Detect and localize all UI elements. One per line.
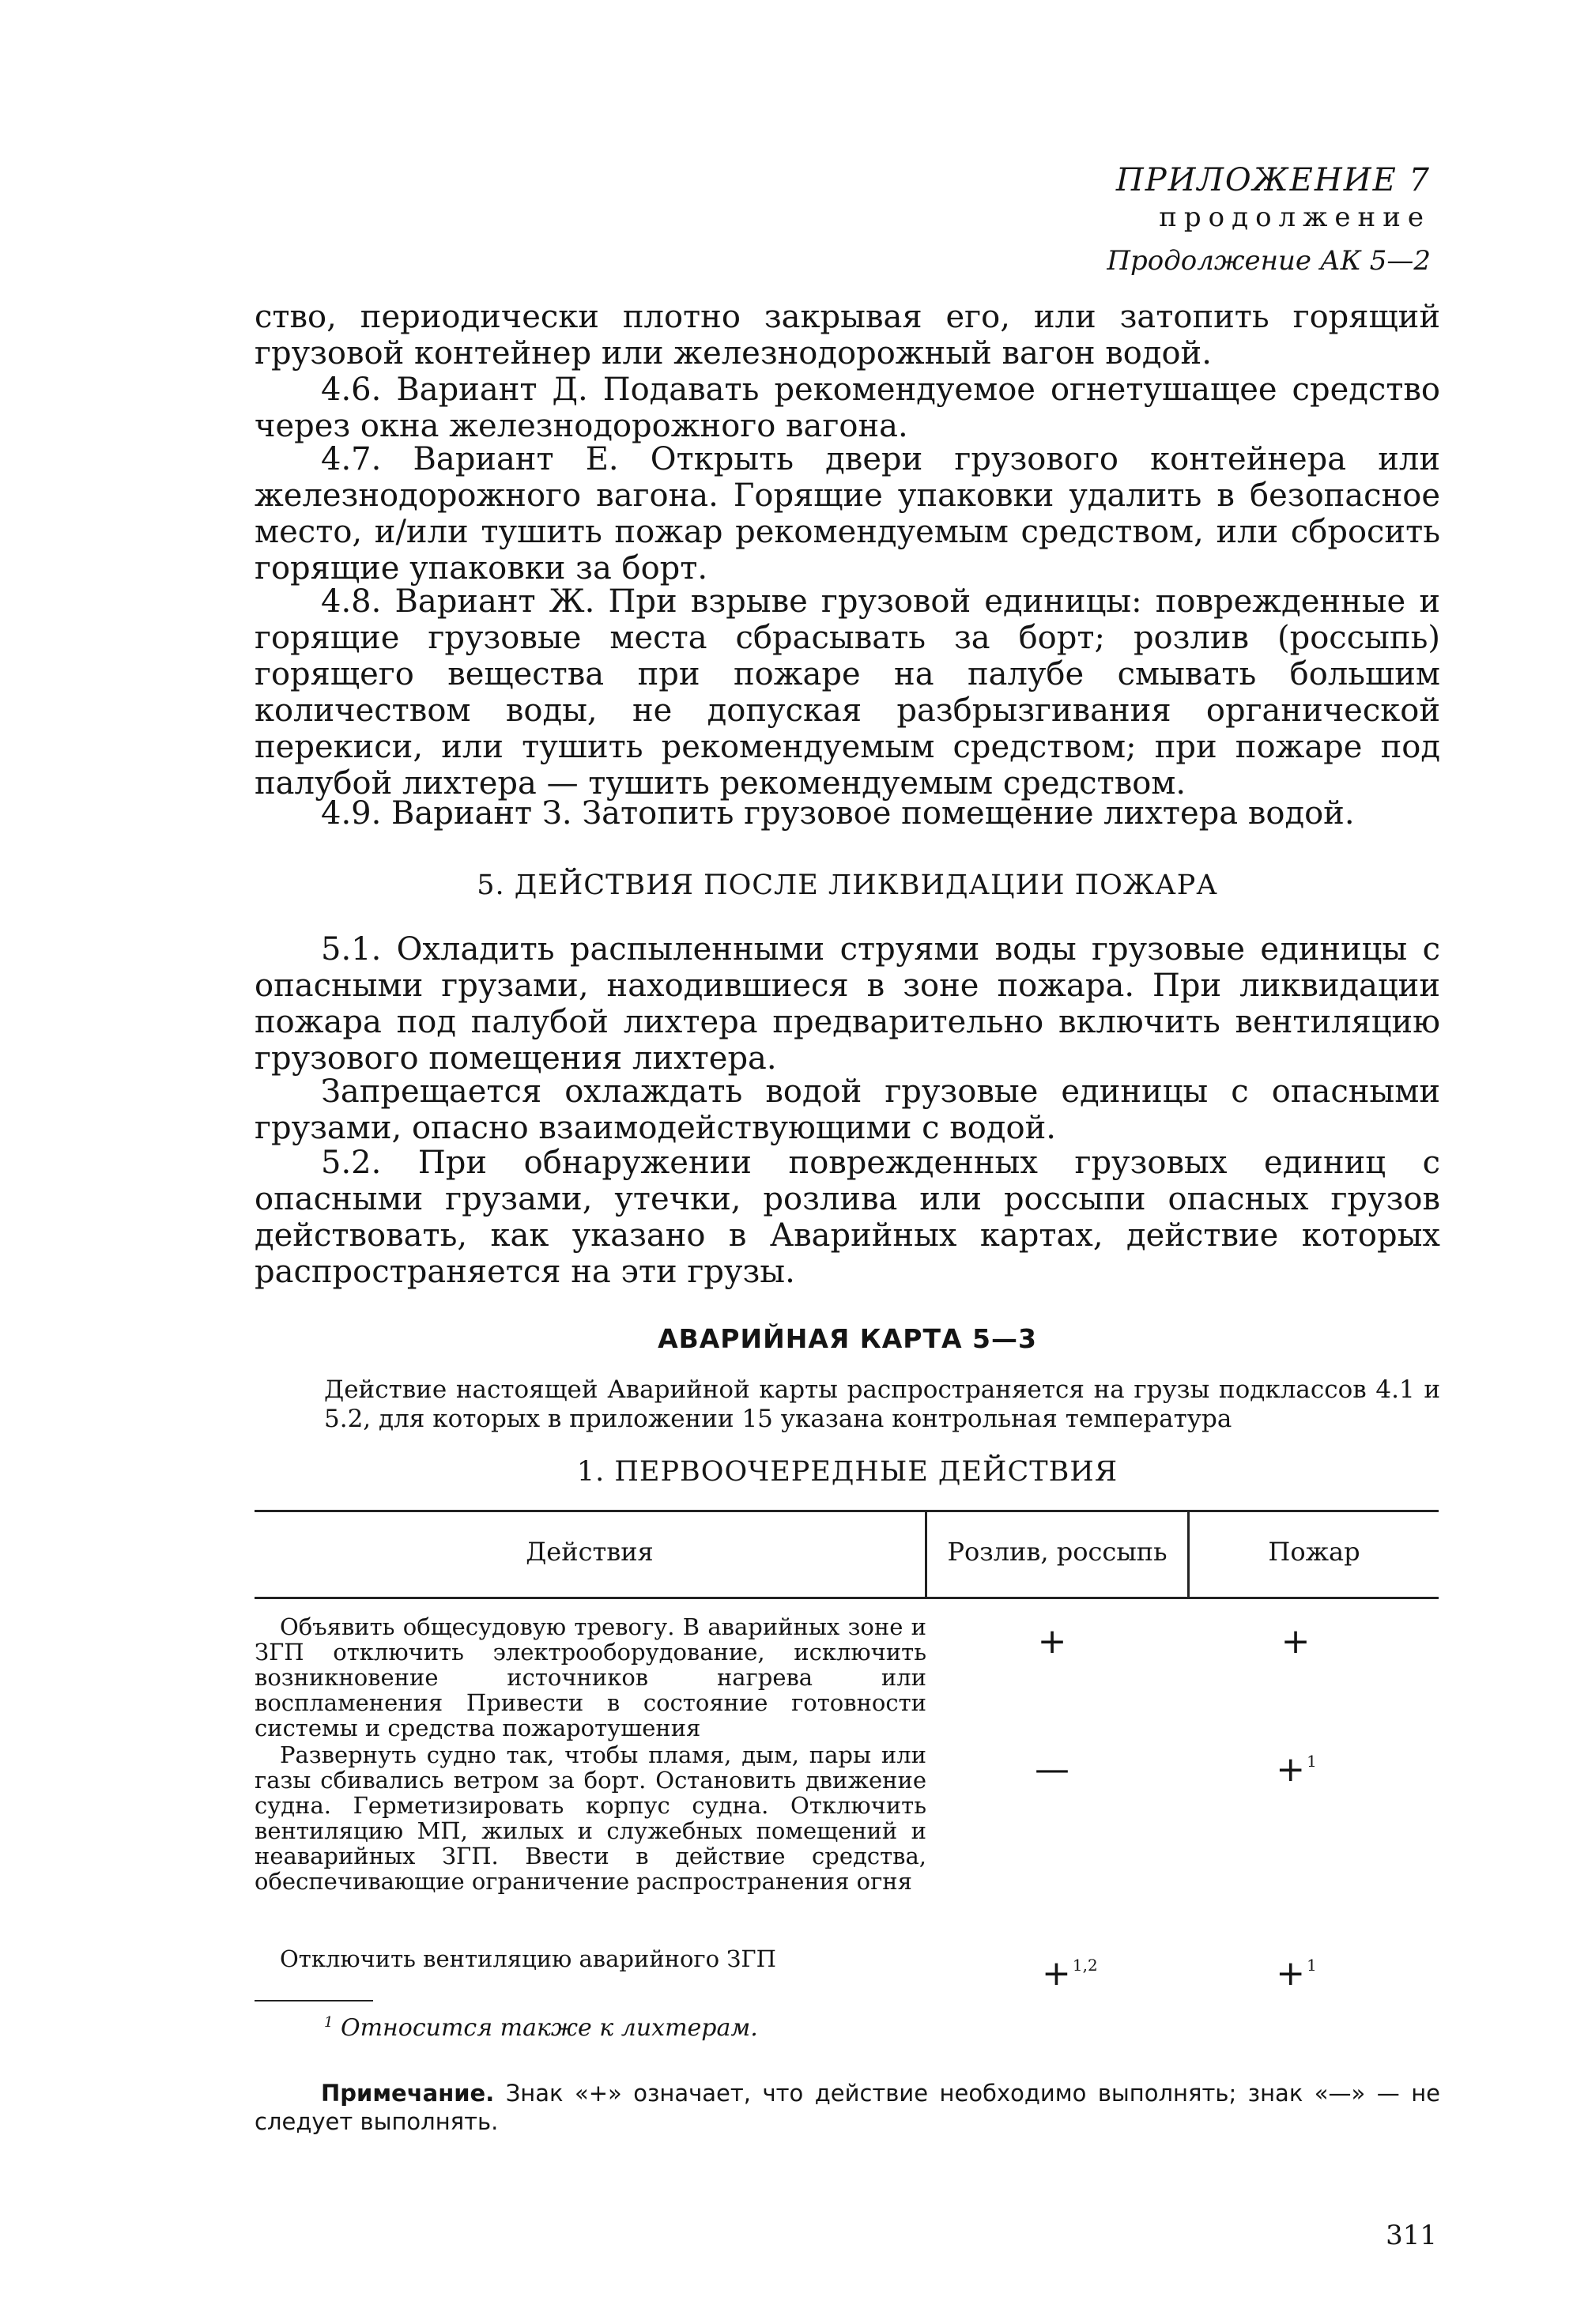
- note-text: Знак «+» означает, что действие необходимо выполнять; знак «—» — не следует выполнять.: [255, 2080, 1441, 2135]
- table-row-action: Развернуть судно так, чтобы пламя, дым, пары или газы сбивались ветром за борт. Остановить движение судна. Герметизировать корпус судна. Отключить вентиляцию МП, жилых и служебных помещений и неаварийных ЗГП. Ввести в действие средства, обеспечивающие ограничение распространения огня: [255, 1741, 926, 1895]
- section-5-title: 5. ДЕЙСТВИЯ ПОСЛЕ ЛИКВИДАЦИИ ПОЖАРА: [477, 870, 1218, 901]
- emergency-card-title: АВАРИЙНАЯ КАРТА 5—3: [658, 1323, 1037, 1354]
- section-1-title: 1. ПЕРВООЧЕРЕДНЫЕ ДЕЙСТВИЯ: [576, 1456, 1118, 1488]
- paragraph-5-2: 5.2. При обнаружении поврежденных грузовых единиц с опасными грузами, утечки, розлива или россыпи опасных грузов действовать, как указано в Аварийных картах, действие которых распространяется на эти грузы.: [255, 1145, 1440, 1290]
- table-row-spill-mark: + $^{1,2}$: [1042, 1953, 1098, 1994]
- footnote: $^1$ Относится также к лихтерам.: [324, 2014, 758, 2042]
- table-header-rule: [255, 1597, 1439, 1599]
- table-row-action: Объявить общесудовую тревогу. В аварийных зоне и ЗГП отключить электрооборудование, исключить возникновение источников нагрева или воспламенения Привести в состояние готовности системы и средства пожаротушения: [255, 1613, 926, 1741]
- note-label: Примечание.: [321, 2080, 495, 2107]
- page-number: 311: [1386, 2220, 1437, 2251]
- emergency-card-intro: Действие настоящей Аварийной карты распространяется на грузы подклассов 4.1 и 5.2, для которых в приложении 15 указана контрольная температура: [324, 1375, 1440, 1433]
- paragraph-continuation: ство, периодически плотно закрывая его, или затопить горящий грузовой контейнер или железнодорожный вагон водой.: [255, 299, 1440, 372]
- column-header-fire: Пожар: [1268, 1537, 1360, 1567]
- table-row-fire-mark: +: [1281, 1621, 1311, 1662]
- paragraph-4-6: 4.6. Вариант Д. Подавать рекомендуемое огнетушащее средство через окна железнодорожного вагона.: [255, 372, 1440, 444]
- paragraph-5-1-prohibition: Запрещается охлаждать водой грузовые единицы с опасными грузами, опасно взаимодействующими с водой.: [255, 1073, 1440, 1146]
- paragraph-4-7: 4.7. Вариант Е. Открыть двери грузового контейнера или железнодорожного вагона. Горящие упаковки удалить в безопасное место, и/или тушить пожар рекомендуемым средством, или сбросить горящие упаковки за борт.: [255, 441, 1440, 587]
- column-header-spill: Розлив, россыпь: [947, 1537, 1167, 1567]
- table-row-spill-mark: —: [1035, 1749, 1069, 1790]
- footnote-rule: [255, 2000, 373, 2001]
- column-header-actions: Действия: [526, 1537, 654, 1567]
- note: [255, 2079, 1440, 2136]
- card-continued-label: Продолжение АК 5—2: [1107, 245, 1431, 277]
- continued-label: продолжение: [1159, 202, 1431, 233]
- paragraph-4-9: 4.9. Вариант З. Затопить грузовое помещение лихтера водой.: [321, 795, 1355, 832]
- table-top-rule: [255, 1510, 1439, 1512]
- table-row-spill-mark: +: [1037, 1621, 1067, 1662]
- appendix-title: ПРИЛОЖЕНИЕ 7: [1115, 162, 1431, 198]
- paragraph-4-8: 4.8. Вариант Ж. При взрыве грузовой единицы: поврежденные и горящие грузовые места сбрасывать за борт; розлив (россыпь) горящего вещества при пожаре на палубе смывать большим количеством воды, не допуская разбрызгивания органической перекиси, или тушить рекомендуемым средством; при пожаре под палубой лихтера — тушить рекомендуемым средством.: [255, 583, 1440, 802]
- paragraph-5-1: 5.1. Охладить распыленными струями воды грузовые единицы с опасными грузами, находившиеся в зоне пожара. При ликвидации пожара под палубой лихтера предварительно включить вентиляцию грузового помещения лихтера.: [255, 931, 1440, 1077]
- table-row-fire-mark: + $^1$: [1276, 1749, 1317, 1790]
- table-row-fire-mark: + $^1$: [1276, 1953, 1317, 1994]
- table-row-action: Отключить вентиляцию аварийного ЗГП: [280, 1945, 776, 1972]
